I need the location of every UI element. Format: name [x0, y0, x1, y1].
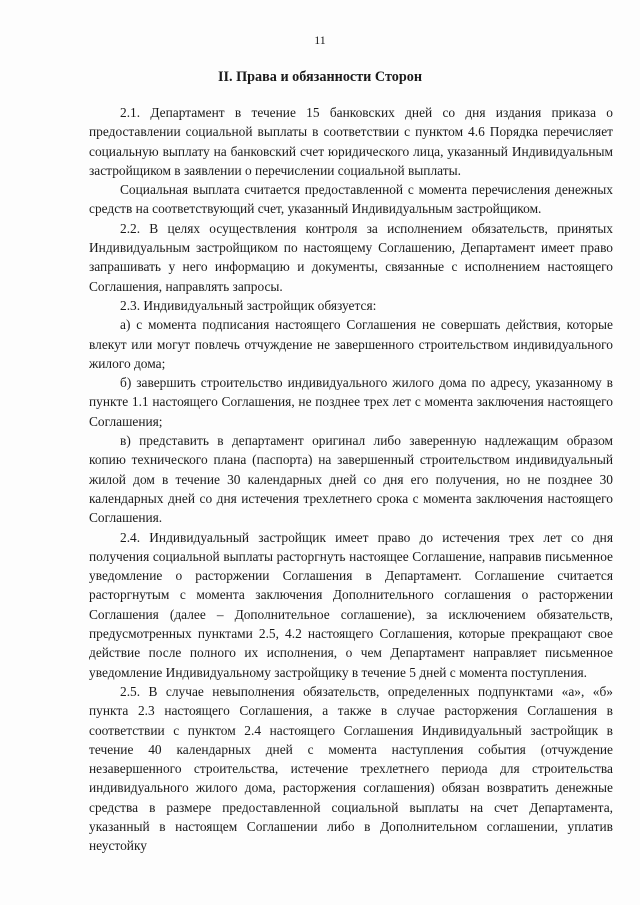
paragraph-2-1-note: Социальная выплата считается предоставленной с момента перечисления денежных средств на соответствующий счет, указанный Индивидуальным застройщиком. — [89, 182, 613, 217]
paragraph-2-2: 2.2. В целях осуществления контроля за исполнением обязательств, принятых Индивидуальным застройщиком по настоящему Соглашению, Департамент имеет право запрашивать у него информацию и документы, связанные с исполнением настоящего Соглашения, направлять запросы. — [89, 220, 613, 294]
paragraph-2-5: 2.5. В случае невыполнения обязательств, определенных подпунктами «а», «б» пункта 2.3 настоящего Соглашения, а также в случае расторжения Соглашения в соответствии с пунктом 2.4 настоящего Соглашения Индивидуальный застройщик в течение 40 календарных дней с момента наступления события (отчуждение незавершенного строительства, истечение трехлетнего периода для строительства индивидуального жилого дома, расторжения соглашения) обязан возвратить денежные средства в размере предоставленной социальной выплаты на счет Департамента, указанный в настоящем Соглашении либо в Дополнительном соглашении, уплатив неустойку — [89, 683, 613, 854]
paragraph-2-3-v: в) представить в департамент оригинал либо заверенную надлежащим образом копию технического плана (паспорта) на завершенный строительством индивидуальный жилой дом в течение 30 календарных дней со дня его получения, но не позднее 30 календарных дней со дня истечения трехлетнего срока с момента заключения настоящего Соглашения. — [89, 433, 613, 526]
paragraph-2-3-a: а) с момента подписания настоящего Соглашения не совершать действия, которые влекут или могут повлечь отчуждение не завершенного строительством индивидуального жилого дома; — [89, 317, 613, 371]
document-body — [89, 103, 613, 856]
page-number: 11 — [314, 33, 326, 47]
paragraph-2-3: 2.3. Индивидуальный застройщик обязуется: — [120, 297, 377, 313]
paragraph-2-1: 2.1. Департамент в течение 15 банковских дней со дня издания приказа о предоставлении социальной выплаты в соответствии с пунктом 4.6 Порядка перечисляет социальную выплату на банковский счет юридического лица, указанный Индивидуальным застройщиком в заявлении о перечислении социальной выплаты. — [89, 105, 613, 178]
section-title: II. Права и обязанности Сторон — [217, 69, 422, 85]
paragraph-2-4: 2.4. Индивидуальный застройщик имеет право до истечения трех лет со дня получения социальной выплаты расторгнуть настоящее Соглашение, направив письменное уведомление о расторжении Соглашения в Департамент. Соглашение считается расторгнутым с момента заключения Дополнительного соглашения о расторжении Соглашения (далее – Дополнительное соглашение), за исключением обязательств, предусмотренных пунктами 2.5, 4.2 настоящего Соглашения, которые прекращают свое действие после полного их исполнения, о чем Департамент направляет письменное уведомление Индивидуальному застройщику в течение 5 дней с момента поступления. — [89, 529, 613, 680]
paragraph-2-3-b: б) завершить строительство индивидуального жилого дома по адресу, указанному в пункте 1.1 настоящего Соглашения, не позднее трех лет с момента заключения настоящего Соглашения; — [89, 375, 613, 429]
